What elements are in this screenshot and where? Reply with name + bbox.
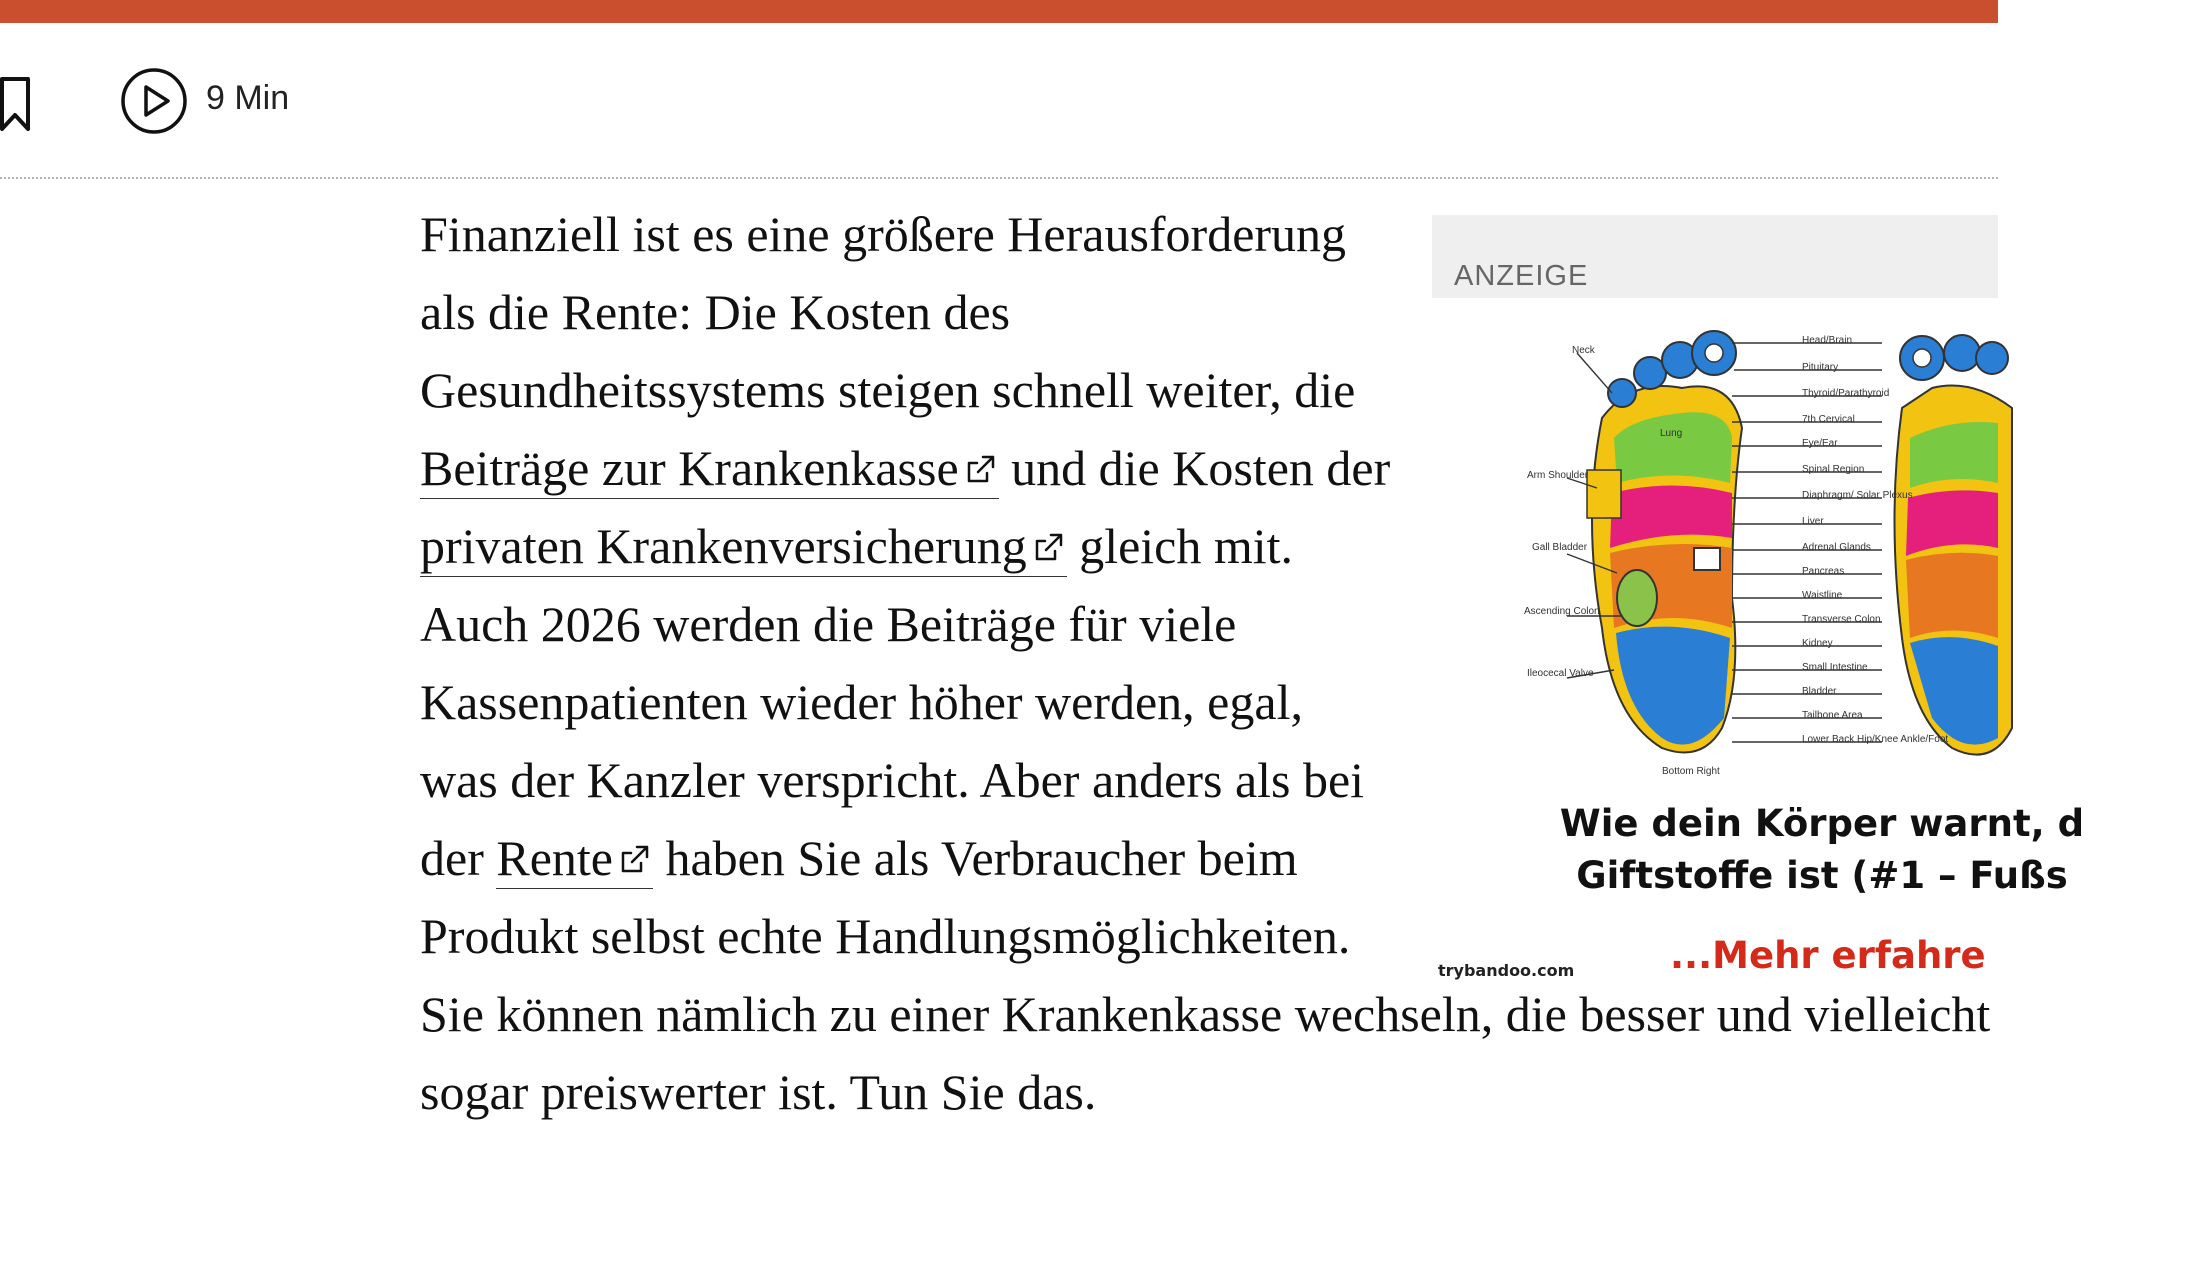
read-time: 9 Min (206, 79, 290, 117)
chart-label-right: Thyroid/Parathyroid (1802, 388, 1890, 399)
article-text-4: haben Sie als Verbraucher beim Produkt selbst echte Handlungsmöglichkeiten. Sie können nämlich zu einer Krankenkasse wechseln, die besser und vielleicht sogar preiswerter ist. Tun Sie das. (420, 830, 1991, 1120)
chart-label-right: Pituitary (1802, 362, 1839, 373)
accent-top-bar (0, 0, 1998, 23)
right-foot-chart (1895, 335, 2013, 755)
toolbar-divider (0, 177, 1998, 179)
chart-label-right: Diaphragm/ Solar Plexus (1802, 490, 1913, 501)
article-text-1: Finanziell ist es eine größere Herausforderung als die Rente: Die Kosten des Gesundheitssystems steigen schnell weiter, die (420, 206, 1356, 418)
ad-headline-line-2: Giftstoffe ist (#1 – Fußs (1576, 854, 2068, 897)
chart-label-left: Gall Bladder (1532, 542, 1588, 553)
chart-label-right: Tailbone Area (1802, 710, 1863, 721)
chart-label-left: Ascending Colon (1524, 606, 1600, 617)
link-beitraege-krankenkasse[interactable] (420, 440, 999, 499)
article-text-2: und die Kosten der (998, 440, 1391, 496)
ad-source: trybandoo.com (1438, 961, 1575, 980)
external-link-icon (617, 841, 653, 877)
chart-label-left: Ileocecal Valve (1527, 668, 1594, 679)
chart-label-right: Head/Brain (1802, 335, 1853, 346)
link-text-3: Rente (496, 830, 613, 886)
chart-label-right: Adrenal Glands (1802, 542, 1871, 553)
ad-headline-line-1: Wie dein Körper warnt, d (1559, 802, 2085, 845)
ad-more-link[interactable]: ...Mehr erfahre (1670, 934, 1986, 977)
chart-label-right: Waistline (1802, 590, 1843, 601)
chart-label-right: Small Intestine (1802, 662, 1868, 673)
external-link-icon (1031, 529, 1067, 565)
external-link-icon (963, 451, 999, 487)
chart-label-right: Eye/Ear (1802, 438, 1838, 449)
ad-headline[interactable] (1432, 798, 2212, 902)
chart-label-left: Neck (1572, 345, 1595, 356)
article-toolbar (0, 23, 1998, 178)
link-rente[interactable] (496, 830, 653, 889)
link-text-1: Beiträge zur Krankenkasse (420, 440, 959, 496)
chart-label-right: Liver (1802, 516, 1824, 527)
chart-label-right: Lower Back Hip/Knee Ankle/Foot (1802, 734, 1949, 745)
link-text-2: privaten Krankenversicherung (420, 518, 1027, 574)
chart-label-left: Bottom Right (1662, 766, 1720, 777)
article-text-3: gleich mit. Auch 2026 werden die Beiträge für viele Kassenpatienten wieder höher werden, egal, was der Kanzler verspricht. Aber anders als bei der (420, 518, 1365, 886)
chart-label-left: Arm Shoulder (1527, 470, 1589, 481)
link-private-krankenversicherung[interactable] (420, 518, 1067, 577)
article-body (420, 195, 2085, 1131)
chart-label-right: 7th Cervical (1802, 414, 1855, 425)
play-circle-icon[interactable] (120, 67, 188, 135)
left-foot-chart (1587, 331, 1742, 753)
bookmark-icon[interactable] (0, 75, 36, 135)
chart-label-right: Bladder (1802, 686, 1837, 697)
advertisement[interactable] (1432, 215, 2085, 980)
ad-label: ANZEIGE (1454, 260, 1589, 292)
chart-label-right: Kidney (1802, 638, 1833, 649)
chart-label-right: Transverse Colon (1802, 614, 1881, 625)
chart-label-lung: Lung (1660, 428, 1683, 439)
chart-label-right: Pancreas (1802, 566, 1845, 577)
chart-label-right: Spinal Region (1802, 464, 1865, 475)
ad-foot-reflexology-image[interactable] (1432, 298, 1998, 778)
ad-label-bar (1432, 215, 1998, 298)
